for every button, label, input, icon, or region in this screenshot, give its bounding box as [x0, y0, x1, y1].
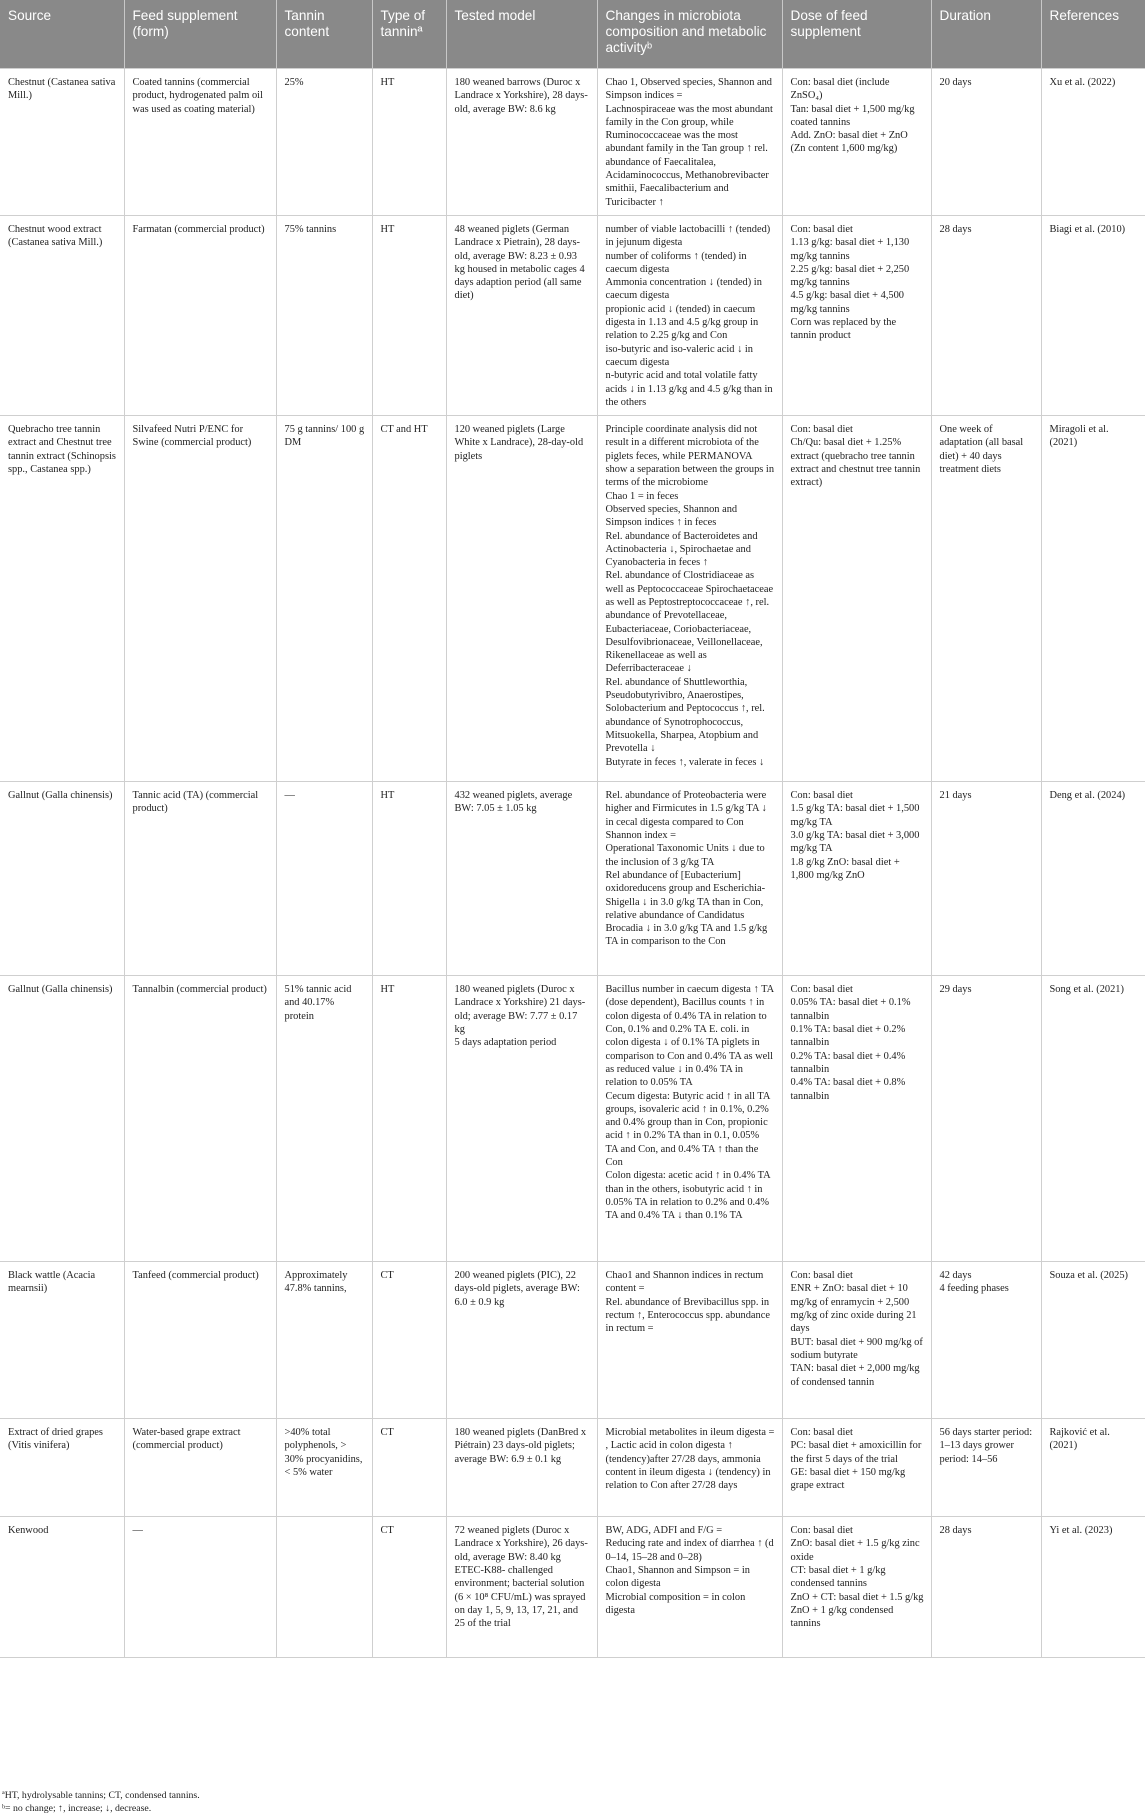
- cell-tannin-content: [276, 1517, 372, 1658]
- cell-duration: 42 days 4 feeding phases: [931, 1262, 1041, 1419]
- header-microbiota-changes: Changes in microbiota composition and metabolic activityᵇ: [597, 0, 782, 69]
- cell-tannin-type: HT: [372, 69, 446, 216]
- cell-tested-model: 200 weaned piglets (PIC), 22 days-old piglets, average BW: 6.0 ± 0.9 kg: [446, 1262, 597, 1419]
- cell-dose: Con: basal diet Ch/Qu: basal diet + 1.25% extract (quebracho tree tannin extract and chestnut tree tannin extract): [782, 416, 931, 782]
- cell-reference: Rajković et al. (2021): [1041, 1419, 1145, 1517]
- cell-feed-supplement: Tanfeed (commercial product): [124, 1262, 276, 1419]
- header-type-of-tannin: Type of tanninª: [372, 0, 446, 69]
- table-row: [0, 215, 1145, 415]
- cell-dose: Con: basal diet 0.05% TA: basal diet + 0.1% tannalbin 0.1% TA: basal diet + 0.2% tannalbin 0.2% TA: basal diet + 0.4% tannalbin 0.4% TA: basal diet + 0.8% tannalbin: [782, 976, 931, 1262]
- cell-tannin-content: >40% total polyphenols, > 30% procyanidins, < 5% water: [276, 1419, 372, 1517]
- cell-dose: Con: basal diet ZnO: basal diet + 1.5 g/kg zinc oxide CT: basal diet + 1 g/kg condensed tannins ZnO + CT: basal diet + 1.5 g/kg ZnO + 1 g/kg condensed tannins: [782, 1517, 931, 1658]
- cell-duration: 28 days: [931, 1517, 1041, 1658]
- cell-tannin-type: CT: [372, 1419, 446, 1517]
- table-row: [0, 782, 1145, 976]
- cell-duration: 56 days starter period: 1–13 days grower period: 14–56: [931, 1419, 1041, 1517]
- cell-tannin-content: Approximately 47.8% tannins,: [276, 1262, 372, 1419]
- footnote-tannin-types: ªHT, hydrolysable tannins; CT, condensed tannins.: [2, 1790, 200, 1801]
- cell-source: Gallnut (Galla chinensis): [0, 782, 124, 976]
- cell-tested-model: 180 weaned piglets (DanBred x Piétrain) 23 days-old piglets; average BW: 6.9 ± 0.1 kg: [446, 1419, 597, 1517]
- cell-tannin-content: 75 g tannins/ 100 g DM: [276, 416, 372, 782]
- table-header-row: [0, 0, 1145, 69]
- cell-reference: Xu et al. (2022): [1041, 69, 1145, 216]
- cell-feed-supplement: Water-based grape extract (commercial product): [124, 1419, 276, 1517]
- cell-feed-supplement: Silvafeed Nutri P/ENC for Swine (commercial product): [124, 416, 276, 782]
- header-duration: Duration: [931, 0, 1041, 69]
- cell-reference: Deng et al. (2024): [1041, 782, 1145, 976]
- cell-tannin-type: HT: [372, 215, 446, 415]
- cell-microbiota-changes: BW, ADG, ADFI and F/G = Reducing rate and index of diarrhea ↑ (d 0–14, 15–28 and 0–28) Chao1, Shannon and Simpson = in colon digesta Microbial composition = in colon digesta: [597, 1517, 782, 1658]
- cell-microbiota-changes: Chao 1, Observed species, Shannon and Simpson indices = Lachnospiraceae was the most abundant family in the Con group, while Ruminococcaceae was the most abundant family in the Tan group ↑ rel. abundance of Faecalitalea, Acidaminococcus, Methanobrevibacter smithii, Faecalibacterium and Turicibacter ↑: [597, 69, 782, 216]
- cell-microbiota-changes: Chao1 and Shannon indices in rectum content = Rel. abundance of Brevibacillus spp. in rectum ↑, Enterococcus spp. abundance in rectum =: [597, 1262, 782, 1419]
- cell-reference: Song et al. (2021): [1041, 976, 1145, 1262]
- cell-dose: Con: basal diet (include ZnSO₄) Tan: basal diet + 1,500 mg/kg coated tannins Add. ZnO: basal diet + ZnO (Zn content 1,600 mg/kg): [782, 69, 931, 216]
- cell-feed-supplement: Tannalbin (commercial product): [124, 976, 276, 1262]
- header-source: Source: [0, 0, 124, 69]
- cell-reference: Biagi et al. (2010): [1041, 215, 1145, 415]
- cell-duration: 29 days: [931, 976, 1041, 1262]
- cell-tannin-type: CT and HT: [372, 416, 446, 782]
- cell-tested-model: 180 weaned piglets (Duroc x Landrace x Yorkshire) 21 days-old; average BW: 7.77 ± 0.17 kg 5 days adaptation period: [446, 976, 597, 1262]
- cell-duration: One week of adaptation (all basal diet) + 40 days treatment diets: [931, 416, 1041, 782]
- cell-tannin-type: HT: [372, 782, 446, 976]
- cell-tannin-type: CT: [372, 1517, 446, 1658]
- header-dose: Dose of feed supplement: [782, 0, 931, 69]
- cell-microbiota-changes: Rel. abundance of Proteobacteria were higher and Firmicutes in 1.5 g/kg TA ↓ in cecal digesta compared to Con Shannon index = Operational Taxonomic Units ↓ due to the inclusion of 3 g/kg TA Rel abundance of [Eubacterium] oxidoreducens group and Escherichia-Shigella ↓ in 3.0 g/kg TA than in Con, relative abundance of Candidatus Brocadia ↓ in 3.0 g/kg TA and 1.5 g/kg TA in comparison to the Con: [597, 782, 782, 976]
- cell-microbiota-changes: Principle coordinate analysis did not result in a different microbiota of the piglets feces, while PERMANOVA show a separation between the groups in terms of the microbiome Chao 1 = in feces Observed species, Shannon and Simpson indices ↑ in feces Rel. abundance of Bacteroidetes and Actinobacteria ↓, Spirochaetae and Cyanobacteria in feces ↑ Rel. abundance of Clostridiaceae as well as Peptococcaceae Spirochaetaceae as well as Peptostreptococcaceae ↑, rel. abundance of Prevotellaceae, Eubacteriaceae, Coriobacteriaceae, Desulfovibrionaceae, Veillonellaceae, Rikenellaceae as well as Deferribacteraceae ↓ Rel. abundance of Shuttleworthia, Pseudobutyrivibro, Anaerostipes, Solobacterium and Peptococcus ↑, rel. abundance of Synotrophococcus, Mitsuokella, Sharpea, Atopbium and Prevotella ↓ Butyrate in feces ↑, valerate in feces ↓: [597, 416, 782, 782]
- cell-microbiota-changes: Bacillus number in caecum digesta ↑ TA (dose dependent), Bacillus counts ↑ in colon digesta of 0.4% TA in relation to Con, 0.1% and 0.2% TA E. coli. in colon digesta ↓ of 0.1% TA piglets in comparison to Con and 0.4% TA as well as reduced value ↓ in 0.4% TA in relation to 0.05% TA Cecum digesta: Butyric acid ↑ in all TA groups, isovaleric acid ↑ in 0.1%, 0.2% and 0.4% group than in Con, propionic acid ↑ in 0.2% TA than in 0.1, 0.05% TA and Con, and 0.4% TA ↑ than the Con Colon digesta: acetic acid ↑ in 0.4% TA than in the others, isobutyric acid ↑ in 0.05% TA in relation to 0.2% and 0.4% TA and 0.4% TA ↓ than 0.1% TA: [597, 976, 782, 1262]
- cell-source: Gallnut (Galla chinensis): [0, 976, 124, 1262]
- cell-reference: Yi et al. (2023): [1041, 1517, 1145, 1658]
- cell-feed-supplement: Coated tannins (commercial product, hydrogenated palm oil was used as coating material): [124, 69, 276, 216]
- cell-tested-model: 180 weaned barrows (Duroc x Landrace x Yorkshire), 28 days-old, average BW: 8.6 kg: [446, 69, 597, 216]
- cell-duration: 20 days: [931, 69, 1041, 216]
- cell-dose: Con: basal diet ENR + ZnO: basal diet + 10 mg/kg of enramycin + 2,500 mg/kg of zinc oxide during 21 days BUT: basal diet + 900 mg/kg of sodium butyrate TAN: basal diet + 2,000 mg/kg of condensed tannin: [782, 1262, 931, 1419]
- cell-microbiota-changes: number of viable lactobacilli ↑ (tended) in jejunum digesta number of coliforms ↑ (tended) in caecum digesta Ammonia concentration ↓ (tended) in caecum digesta propionic acid ↓ (tended) in caecum digesta in 1.13 and 4.5 g/kg group in relation to 2.25 g/kg and Con iso-butyric and iso-valeric acid ↓ in caecum digesta n-butyric acid and total volatile fatty acids ↓ in 1.13 g/kg and 4.5 g/kg than in the others: [597, 215, 782, 415]
- cell-feed-supplement: Tannic acid (TA) (commercial product): [124, 782, 276, 976]
- cell-reference: Souza et al. (2025): [1041, 1262, 1145, 1419]
- table-row: [0, 1262, 1145, 1419]
- cell-tannin-content: 51% tannic acid and 40.17% protein: [276, 976, 372, 1262]
- table-row: [0, 69, 1145, 216]
- cell-source: Quebracho tree tannin extract and Chestnut tree tannin extract (Schinopsis spp., Castanea spp.): [0, 416, 124, 782]
- header-feed-supplement: Feed supplement (form): [124, 0, 276, 69]
- footnote-symbols: ᵇ= no change; ↑, increase; ↓, decrease.: [2, 1803, 152, 1814]
- cell-tested-model: 48 weaned piglets (German Landrace x Pietrain), 28 days-old, average BW: 8.23 ± 0.93 kg housed in metabolic cages 4 days adaption period (all same diet): [446, 215, 597, 415]
- table-row: [0, 976, 1145, 1262]
- cell-tannin-content: —: [276, 782, 372, 976]
- cell-tannin-content: 75% tannins: [276, 215, 372, 415]
- cell-microbiota-changes: Microbial metabolites in ileum digesta = , Lactic acid in colon digesta ↑ (tendency)after 27/28 days, ammonia content in ileum digesta ↓ (tendency) in relation to Con after 27/28 days: [597, 1419, 782, 1517]
- cell-source: Extract of dried grapes (Vitis vinifera): [0, 1419, 124, 1517]
- table-row: [0, 1419, 1145, 1517]
- cell-source: Chestnut (Castanea sativa Mill.): [0, 69, 124, 216]
- cell-tested-model: 432 weaned piglets, average BW: 7.05 ± 1.05 kg: [446, 782, 597, 976]
- cell-duration: 28 days: [931, 215, 1041, 415]
- header-references: References: [1041, 0, 1145, 69]
- cell-tannin-content: 25%: [276, 69, 372, 216]
- table-row: [0, 416, 1145, 782]
- cell-dose: Con: basal diet 1.5 g/kg TA: basal diet + 1,500 mg/kg TA 3.0 g/kg TA: basal diet + 3,000 mg/kg TA 1.8 g/kg ZnO: basal diet + 1,800 mg/kg ZnO: [782, 782, 931, 976]
- cell-source: Black wattle (Acacia mearnsii): [0, 1262, 124, 1419]
- table-footnotes: [2, 1789, 200, 1815]
- cell-dose: Con: basal diet 1.13 g/kg: basal diet + 1,130 mg/kg tannins 2.25 g/kg: basal diet + 2,250 mg/kg tannins 4.5 g/kg: basal diet + 4,500 mg/kg tannins Corn was replaced by the tannin product: [782, 215, 931, 415]
- cell-tannin-type: CT: [372, 1262, 446, 1419]
- cell-source: Kenwood: [0, 1517, 124, 1658]
- cell-dose: Con: basal diet PC: basal diet + amoxicillin for the first 5 days of the trial GE: basal diet + 150 mg/kg grape extract: [782, 1419, 931, 1517]
- cell-tannin-type: HT: [372, 976, 446, 1262]
- header-tested-model: Tested model: [446, 0, 597, 69]
- cell-tested-model: 120 weaned piglets (Large White x Landrace), 28-day-old piglets: [446, 416, 597, 782]
- cell-feed-supplement: —: [124, 1517, 276, 1658]
- table-row: [0, 1517, 1145, 1658]
- cell-source: Chestnut wood extract (Castanea sativa Mill.): [0, 215, 124, 415]
- cell-tested-model: 72 weaned piglets (Duroc x Landrace x Yorkshire), 26 days-old, average BW: 8.40 kg ETEC-K88- challenged environment; bacterial solution (6 × 10⁸ CFU/mL) was sprayed on day 1, 5, 9, 13, 17, 21, and 25 of the trial: [446, 1517, 597, 1658]
- cell-reference: Miragoli et al. (2021): [1041, 416, 1145, 782]
- header-tannin-content: Tannin content: [276, 0, 372, 69]
- cell-feed-supplement: Farmatan (commercial product): [124, 215, 276, 415]
- cell-duration: 21 days: [931, 782, 1041, 976]
